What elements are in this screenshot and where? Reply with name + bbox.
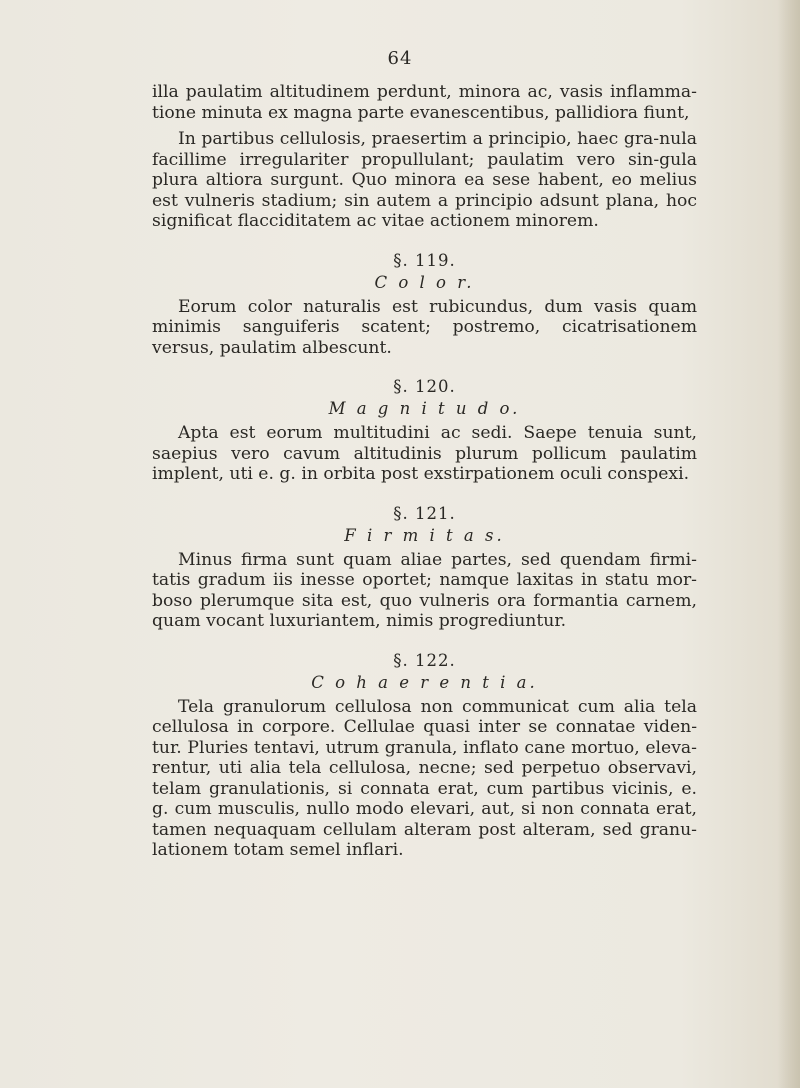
paragraph-granula: In partibus cellulosis, praesertim a principio, haec gra-nula facillime irregulariter propullulant; paulatim vero sin-gula plura altiora surgunt. Quo minora ea sese habent, eo melius est vulneris stadium; sin autem a principio adsunt plana, hoc significat flacciditatem ac vitae actionem minorem. bbox=[152, 129, 697, 231]
section-number: §. 120. bbox=[393, 377, 456, 396]
section-120-text: Apta est eorum multitudini ac sedi. Saepe tenuia sunt, saepius vero cavum altitudinis plurum pollicum paulatim implent, uti e. g. in orbita post exstirpationem oculi conspexi. bbox=[152, 423, 697, 484]
page-body bbox=[152, 82, 697, 861]
section-122-text: Tela granulorum cellulosa non communicat cum alia tela cellulosa in corpore. Cellulae quasi inter se connatae viden-tur. Pluries tentavi, utrum granula, inflato cane mortuo, eleva-rentur, uti alia tela cellulosa, necne; sed perpetuo observavi, telam granulationis, si connata erat, cum partibus vicinis, e. g. cum musculis, nullo modo elevari, aut, si non connata erat, tamen nequaquam cellulam alteram post alteram, sed granu-lationem totam semel inflari. bbox=[152, 696, 697, 860]
section-120-header bbox=[152, 376, 697, 420]
page-number: 64 bbox=[387, 48, 413, 69]
section-number: §. 121. bbox=[393, 503, 456, 523]
section-122-header bbox=[152, 650, 697, 694]
section-number: §. 119. bbox=[393, 250, 456, 270]
section-121-header bbox=[152, 503, 697, 547]
page-edge-shadow bbox=[778, 0, 800, 1088]
section-number: §. 122. bbox=[393, 650, 456, 670]
section-title: C o h a e r e n t i a. bbox=[311, 672, 538, 692]
section-119-text: Eorum color naturalis est rubicundus, dum vasis quam minimis sanguiferis scatent; postremo, cicatrisationem versus, paulatim albescunt. bbox=[152, 296, 697, 358]
section-title: M a g n i t u d o. bbox=[328, 399, 521, 418]
section-title: C o l o r. bbox=[374, 272, 475, 292]
section-119-header bbox=[152, 250, 697, 294]
section-title: F i r m i t a s. bbox=[344, 525, 505, 545]
section-121-text: Minus firma sunt quam aliae partes, sed quendam firmi-tatis gradum iis inesse oportet; namque laxitas in statu mor-boso plerumque sita est, quo vulneris ora formantia carnem, quam vocant luxuriantem, nimis progrediuntur. bbox=[152, 549, 697, 631]
paragraph-continuation: illa paulatim altitudinem perdunt, minora ac, vasis inflamma-tione minuta ex magna parte evanescentibus, pallidiora fiunt, bbox=[152, 82, 697, 123]
